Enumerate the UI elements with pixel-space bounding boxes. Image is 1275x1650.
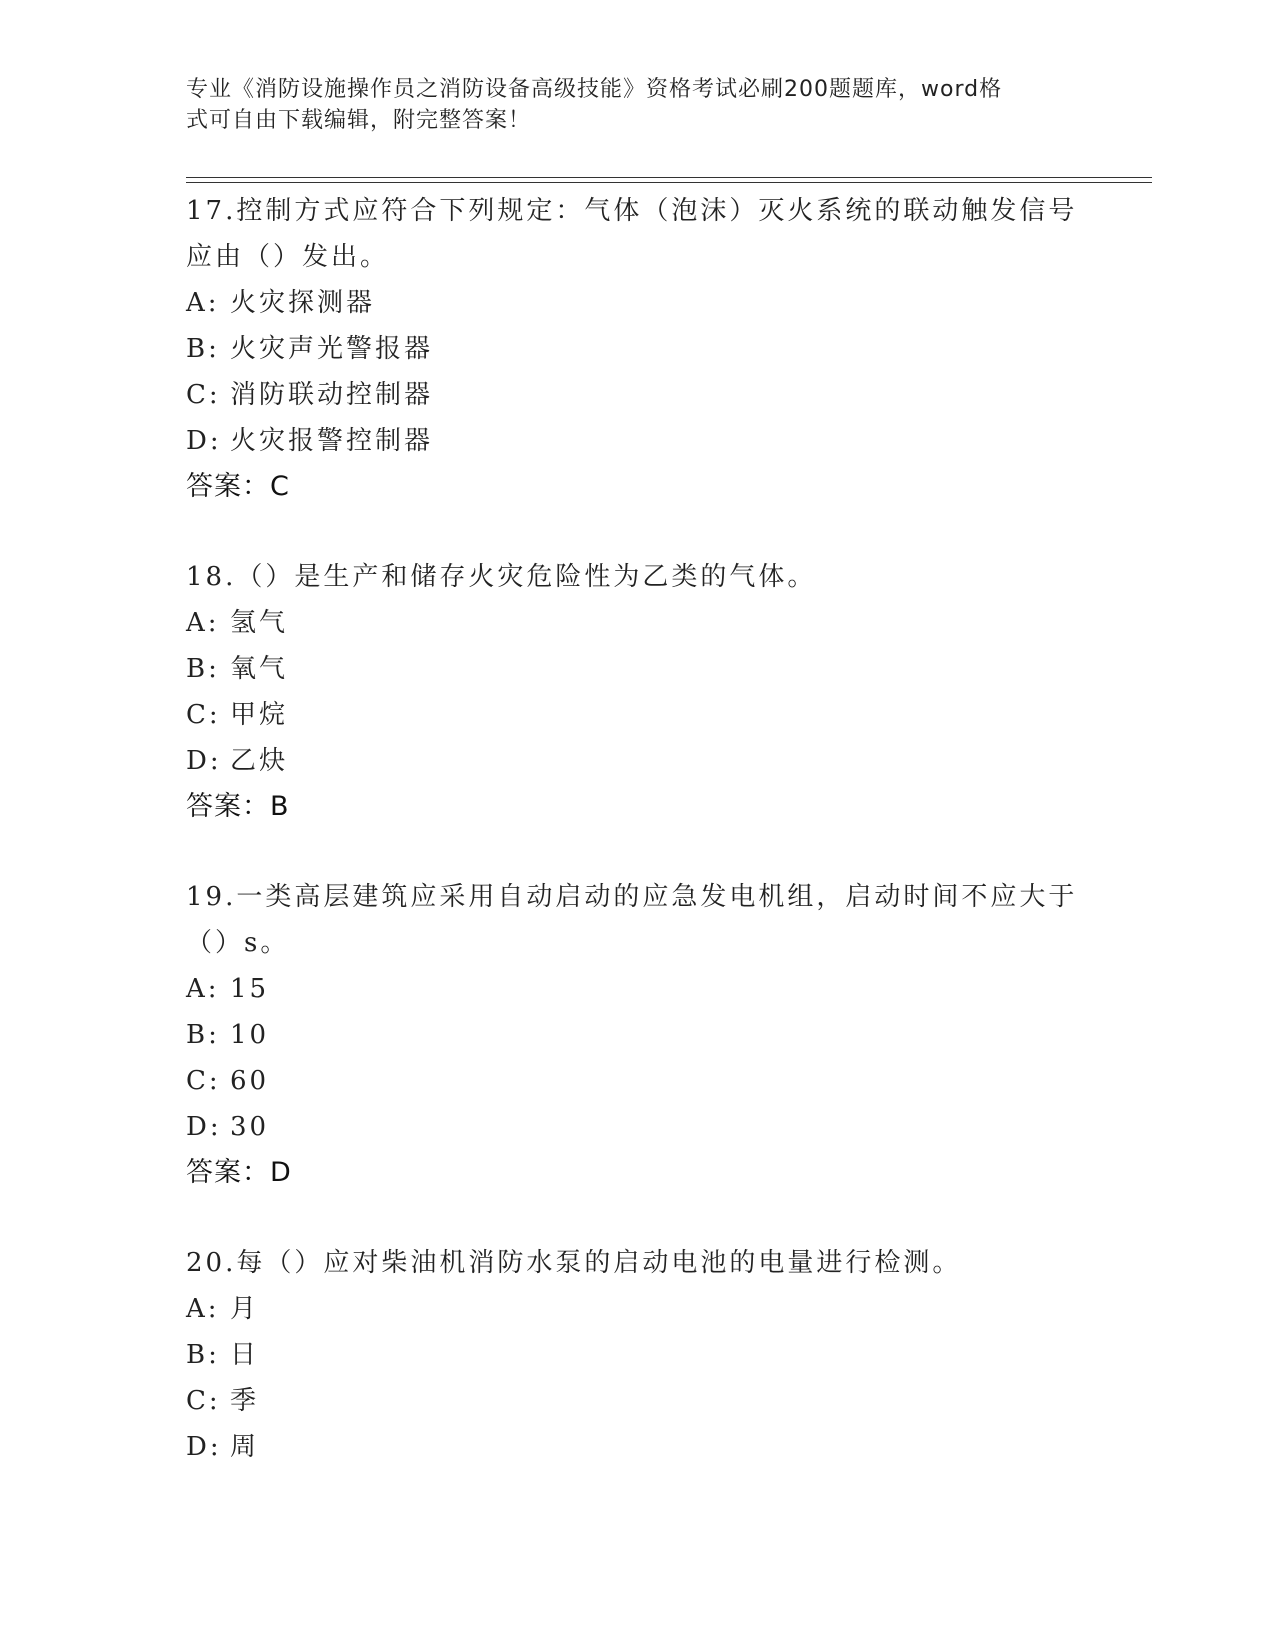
question-text <box>186 874 1086 966</box>
option-a <box>186 280 1086 326</box>
option-d <box>186 738 1086 784</box>
option-key: C: <box>186 1386 221 1416</box>
option-key: B: <box>186 1340 220 1370</box>
option-key: D: <box>186 746 222 776</box>
option-c <box>186 372 1086 418</box>
option-label: 乙炔 <box>230 746 289 776</box>
question-spacer <box>186 1196 1086 1240</box>
option-label: 季 <box>230 1386 260 1416</box>
answer-line: 答案：B <box>186 791 290 822</box>
answer-line: 答案：D <box>186 1157 292 1188</box>
question-17 <box>186 188 1086 510</box>
option-label: 日 <box>230 1340 260 1370</box>
option-label: 10 <box>230 1020 270 1050</box>
option-key: A: <box>186 1294 220 1324</box>
question-stem-line-1: 一类高层建筑应采用自动启动的应急发电机组，启动时间不应大于 <box>236 882 1078 912</box>
option-key: A: <box>186 608 220 638</box>
option-c <box>186 1058 1086 1104</box>
option-label: 火灾声光警报器 <box>230 334 434 364</box>
question-stem-line-1: 控制方式应符合下列规定：气体（泡沫）灭火系统的联动触发信号 <box>236 196 1078 226</box>
option-label: 月 <box>230 1294 260 1324</box>
option-b <box>186 1332 1086 1378</box>
option-label: 火灾报警控制器 <box>230 426 434 456</box>
option-label: 15 <box>230 974 270 1004</box>
option-label: 氢气 <box>230 608 289 638</box>
option-b <box>186 1012 1086 1058</box>
question-number: 19. <box>186 882 237 912</box>
option-d <box>186 1424 1086 1470</box>
answer-line: 答案：C <box>186 471 290 502</box>
option-key: C: <box>186 380 221 410</box>
question-stem-line-1: 每（）应对柴油机消防水泵的启动电池的电量进行检测。 <box>236 1248 962 1278</box>
header-line-2: 式可自由下载编辑，附完整答案！ <box>186 108 532 133</box>
question-text <box>186 554 1086 600</box>
option-a <box>186 1286 1086 1332</box>
header-divider-top <box>186 177 1152 178</box>
option-key: D: <box>186 1432 222 1462</box>
option-d <box>186 418 1086 464</box>
option-label: 60 <box>230 1066 270 1096</box>
option-d <box>186 1104 1086 1150</box>
option-label: 火灾探测器 <box>230 288 376 318</box>
question-text <box>186 188 1086 280</box>
document-header <box>186 74 1066 136</box>
option-key: A: <box>186 288 220 318</box>
header-line-1: 专业《消防设施操作员之消防设备高级技能》资格考试必刷200题题库，word格 <box>186 77 1003 102</box>
header-divider-bottom <box>186 182 1152 183</box>
question-stem-line-1: （）是生产和储存火灾危险性为乙类的气体。 <box>236 562 817 592</box>
question-stem-line-2: （）s。 <box>186 928 290 958</box>
option-label: 氧气 <box>230 654 289 684</box>
option-key: B: <box>186 654 220 684</box>
question-list <box>186 188 1086 1470</box>
option-key: B: <box>186 334 220 364</box>
question-number: 20. <box>186 1248 237 1278</box>
option-key: C: <box>186 700 221 730</box>
option-a <box>186 600 1086 646</box>
option-key: A: <box>186 974 220 1004</box>
question-text <box>186 1240 1086 1286</box>
option-key: D: <box>186 1112 222 1142</box>
question-spacer <box>186 830 1086 874</box>
question-spacer <box>186 510 1086 554</box>
option-label: 30 <box>230 1112 270 1142</box>
question-stem-line-2: 应由（）发出。 <box>186 242 390 272</box>
option-a <box>186 966 1086 1012</box>
option-c <box>186 692 1086 738</box>
option-label: 周 <box>230 1432 260 1462</box>
question-19 <box>186 874 1086 1196</box>
option-label: 消防联动控制器 <box>230 380 434 410</box>
question-number: 17. <box>186 196 237 226</box>
option-c <box>186 1378 1086 1424</box>
option-b <box>186 326 1086 372</box>
option-b <box>186 646 1086 692</box>
question-20 <box>186 1240 1086 1470</box>
option-key: B: <box>186 1020 220 1050</box>
question-number: 18. <box>186 562 237 592</box>
question-18 <box>186 554 1086 830</box>
option-label: 甲烷 <box>230 700 289 730</box>
option-key: D: <box>186 426 222 456</box>
option-key: C: <box>186 1066 221 1096</box>
